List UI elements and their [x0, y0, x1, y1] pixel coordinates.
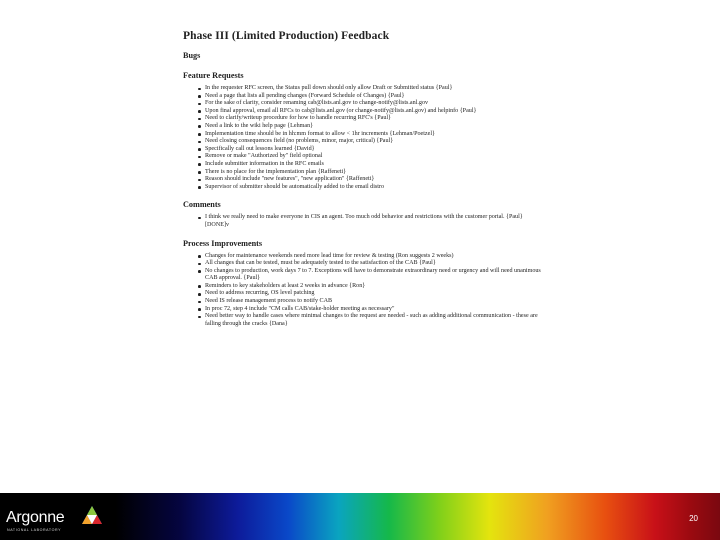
- list-item: I think we really need to make everyone in CIS an agent. Too much odd behavior and restrictions with the customer portal. {Paul} [DONE]v: [205, 214, 543, 229]
- section-feature-requests: [183, 71, 543, 191]
- list-item: For the sake of clarity, consider renaming cab@lists.anl.gov to change-notify@lists.anl.gov: [205, 100, 543, 108]
- list-item: There is no place for the implementation plan {Raffeneti}: [205, 169, 543, 177]
- section-comments: [183, 200, 543, 229]
- section-title-comments: Comments: [183, 200, 221, 210]
- list-item: In the requester RFC screen, the Status pull down should only allow Draft or Submitted status {Paul}: [205, 85, 543, 93]
- comments-list: [183, 214, 543, 229]
- list-item: Need to address recurring, OS level patching: [205, 290, 543, 298]
- page-title: Phase III (Limited Production) Feedback: [183, 30, 390, 42]
- footer-banner: [0, 493, 720, 540]
- list-item: Changes for maintenance weekends need more lead time for review & testing (Ron suggests 2 weeks): [205, 253, 543, 261]
- list-item: Implementation time should be in hh:mm format to allow < 1hr increments {Lehman/Poetzel}: [205, 131, 543, 139]
- list-item: Need a link to the wiki help page {Lehman}: [205, 123, 543, 131]
- document-body: [183, 30, 543, 337]
- list-item: All changes that can be tested, must be adequately tested to the satisfaction of the CAB {Paul}: [205, 260, 543, 268]
- section-process-improvements: [183, 239, 543, 329]
- section-title-process-improvements: Process Improvements: [183, 238, 263, 248]
- list-item: Upon final approval, email all RFCs to cab@lists.anl.gov (or change-notify@lists.anl.gov) and helpinfo {Paul}: [205, 108, 543, 116]
- argonne-triangle-icon: [81, 505, 103, 525]
- list-item: Include submitter information in the RFC emails: [205, 161, 543, 169]
- section-title-bugs: Bugs: [183, 51, 201, 60]
- list-item: Need closing consequences field (no problems, minor, major, critical) {Paul}: [205, 138, 543, 146]
- logo-subtitle: NATIONAL LABORATORY: [7, 528, 62, 532]
- list-item: Reason should include "new features", "new application" {Raffeneti}: [205, 176, 543, 184]
- list-item: Reminders to key stakeholders at least 2 weeks in advance {Ron}: [205, 283, 543, 291]
- list-item: Need a page that lists all pending changes (Forward Schedule of Changes) {Paul}: [205, 93, 543, 101]
- argonne-logo: [6, 509, 106, 537]
- section-title-feature-requests: Feature Requests: [183, 71, 244, 80]
- feature-requests-list: [183, 85, 543, 191]
- list-item: Supervisor of submitter should be automatically added to the email distro: [205, 184, 543, 192]
- process-improvements-list: [183, 253, 543, 329]
- list-item: Specifically call out lessons learned {David}: [205, 146, 543, 154]
- list-item: Need to clarify/writeup procedure for how to handle recurring RFC's {Paul}: [205, 115, 543, 123]
- section-bugs: [183, 51, 543, 60]
- logo-wordmark: Argonne: [6, 509, 65, 526]
- list-item: Need better way to handle cases where minimal changes to the request are needed - such as adding additional communication - these are falling through the cracks {Dana}: [205, 313, 543, 328]
- list-item: No changes to production, work days 7 to 7. Exceptions will have to demonstrate extraordinary need or urgency and will need unanimous CAB approval. {Paul}: [205, 268, 543, 283]
- page-number: 20: [689, 514, 698, 523]
- list-item: Need IS release management process to notify CAB: [205, 298, 543, 306]
- list-item: Remove or make "Authorized by" field optional: [205, 153, 543, 161]
- list-item: In proc 72, step 4 include "CM calls CAB/stake-holder meeting as necessary": [205, 306, 543, 314]
